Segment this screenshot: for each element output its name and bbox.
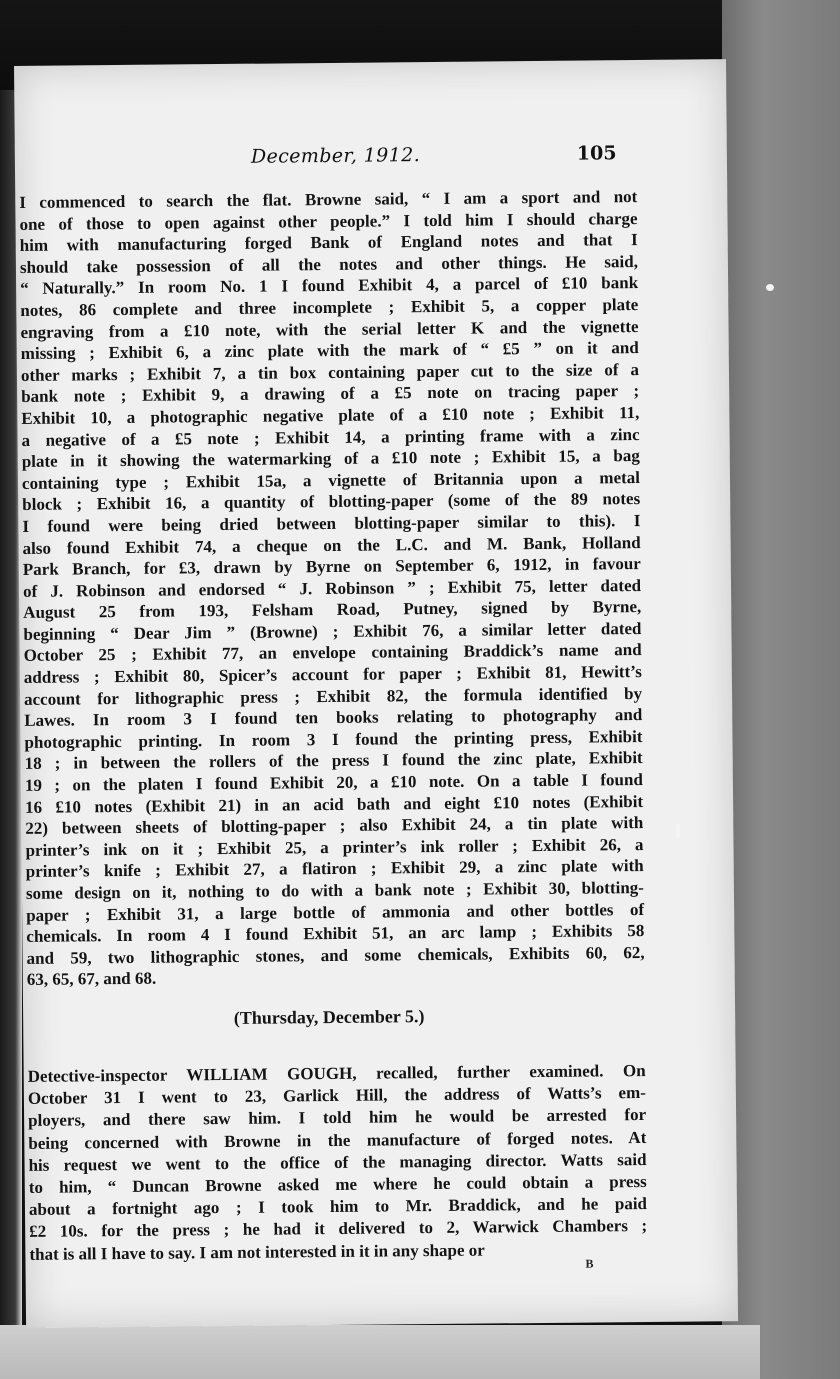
search-paragraph-line: 63, 65, 67, and 68. [26, 969, 157, 990]
background-right-margin [722, 0, 840, 1379]
search-paragraph-line: also found Exhibit 74, a cheque on the L.C. and M. Bank, Holland [22, 532, 641, 558]
gough-paragraph-line: about a fortnight ago ; I took him to Mr. Braddick, and he paid [28, 1194, 648, 1220]
running-head: December, 1912. [250, 144, 421, 168]
gough-paragraph-line: October 31 I went to 23, Garlick Hill, the address of Watts’s em- [27, 1083, 646, 1109]
paragraph-gough-testimony [28, 1060, 648, 1266]
search-paragraph-line: Lawes. In room 3 I found ten books relating to photography and [24, 705, 643, 731]
search-paragraph-line: of J. Robinson and endorsed “ J. Robinson ” ; Exhibit 75, letter dated [22, 575, 642, 601]
search-paragraph-line: containing type ; Exhibit 15a, a vignette of Britannia upon a metal [21, 467, 641, 493]
search-paragraph-line: beginning “ Dear Jim ” (Browne) ; Exhibit 76, a similar letter dated [23, 618, 642, 644]
search-paragraph-line: August 25 from 193, Felsham Road, Putney, signed by Byrne, [23, 597, 642, 623]
search-paragraph-line: him with manufacturing forged Bank of England notes and that I [19, 230, 638, 256]
search-paragraph-line: missing ; Exhibit 6, a zinc plate with the mark of “ £5 ” on it and [20, 338, 639, 364]
search-paragraph-line: a negative of a £5 note ; Exhibit 14, a printing frame with a zinc [21, 424, 640, 450]
search-paragraph-line: account for lithographic press ; Exhibit 82, the formula identified by [23, 683, 643, 709]
search-paragraph-line: printer’s knife ; Exhibit 27, a flatiron ; Exhibit 29, a zinc plate with [25, 856, 644, 882]
search-paragraph-line: bank note ; Exhibit 9, a drawing of a £5 note on tracing paper ; [21, 381, 640, 407]
gough-paragraph-line: being concerned with Browne in the manufacture of forged notes. At [28, 1127, 647, 1153]
search-paragraph-line: 16 £10 notes (Exhibit 21) in an acid bath and eight £10 notes (Exhibit [25, 791, 644, 817]
date-heading: (Thursday, December 5.) [233, 1006, 425, 1028]
search-paragraph-line: chemicals. In room 4 I found Exhibit 51, an arc lamp ; Exhibits 58 [26, 921, 645, 947]
dust-speck [766, 284, 774, 291]
search-paragraph-line: one of those to open against other people.” I told him I should charge [19, 208, 638, 234]
search-paragraph-line: I found were being dried between blotting-paper similar to this). I [22, 510, 641, 536]
search-paragraph-line: some design on it, nothing to do with a bank note ; Exhibit 30, blotting- [25, 877, 645, 903]
search-paragraph-line: 22) between sheets of blotting-paper ; also Exhibit 24, a tin plate with [25, 813, 644, 839]
gough-paragraph-line: to him, “ Duncan Browne asked me where he could obtain a press [28, 1171, 647, 1197]
document-page [14, 59, 738, 1328]
gough-paragraph-line: his request we went to the office of the managing director. Watts said [28, 1149, 647, 1175]
search-paragraph-line: Park Branch, for £3, drawn by Byrne on September 6, 1912, in favour [22, 554, 641, 580]
gough-paragraph-line: ployers, and there saw him. I told him he would be arrested for [28, 1105, 647, 1131]
search-paragraph-line: I commenced to search the flat. Browne said, “ I am a sport and not [19, 187, 638, 212]
search-paragraph-line: October 25 ; Exhibit 77, an envelope containing Braddick’s name and [23, 640, 642, 666]
search-paragraph-line: printer’s ink on it ; Exhibit 25, a printer’s ink roller ; Exhibit 26, a [25, 834, 644, 860]
search-paragraph-line: engraving from a £10 note, with the serial letter K and the vignette [20, 316, 639, 342]
background-bottom-margin [0, 1325, 760, 1379]
gough-paragraph-line: Detective-inspector WILLIAM GOUGH, recalled, further examined. On [27, 1060, 646, 1086]
search-paragraph-line: block ; Exhibit 16, a quantity of blotting-paper (some of the 89 notes [22, 489, 641, 515]
search-paragraph-line: Exhibit 10, a photographic negative plate of a £10 note ; Exhibit 11, [21, 402, 640, 428]
search-paragraph-line: and 59, two lithographic stones, and some chemicals, Exhibits 60, 62, [26, 942, 645, 968]
gough-paragraph-line: £2 10s. for the press ; he had it delivered to 2, Warwick Chambers ; [29, 1216, 648, 1242]
search-paragraph-line: 18 ; in between the rollers of the press I found the zinc plate, Exhibit [24, 748, 643, 774]
search-paragraph-line: other marks ; Exhibit 7, a tin box containing paper cut to the size of a [20, 359, 640, 385]
search-paragraph-line: paper ; Exhibit 31, a large bottle of ammonia and other bottles of [26, 899, 645, 925]
paragraph-search-of-flat [19, 186, 645, 991]
dust-speck [676, 824, 680, 838]
gough-paragraph-line: that is all I have to say. I am not interested in it in any shape or [29, 1240, 485, 1264]
search-paragraph-line: should take possession of all the notes and other things. He said, [19, 251, 638, 277]
search-paragraph-line: 19 ; on the platen I found Exhibit 20, a £10 note. On a table I found [24, 770, 643, 795]
search-paragraph-line: plate in it showing the watermarking of a £10 note ; Exhibit 15, a bag [21, 446, 640, 472]
search-paragraph-line: “ Naturally.” In room No. 1 I found Exhibit 4, a parcel of £10 bank [20, 273, 639, 299]
page-header [15, 141, 727, 178]
signature-mark: B [585, 1256, 594, 1271]
search-paragraph-line: address ; Exhibit 80, Spicer’s account for paper ; Exhibit 81, Hewitt’s [23, 662, 642, 687]
search-paragraph-line: notes, 86 complete and three incomplete ; Exhibit 5, a copper plate [20, 294, 639, 320]
page-number: 105 [576, 142, 617, 165]
search-paragraph-line: photographic printing. In room 3 I found the printing press, Exhibit [24, 726, 643, 752]
